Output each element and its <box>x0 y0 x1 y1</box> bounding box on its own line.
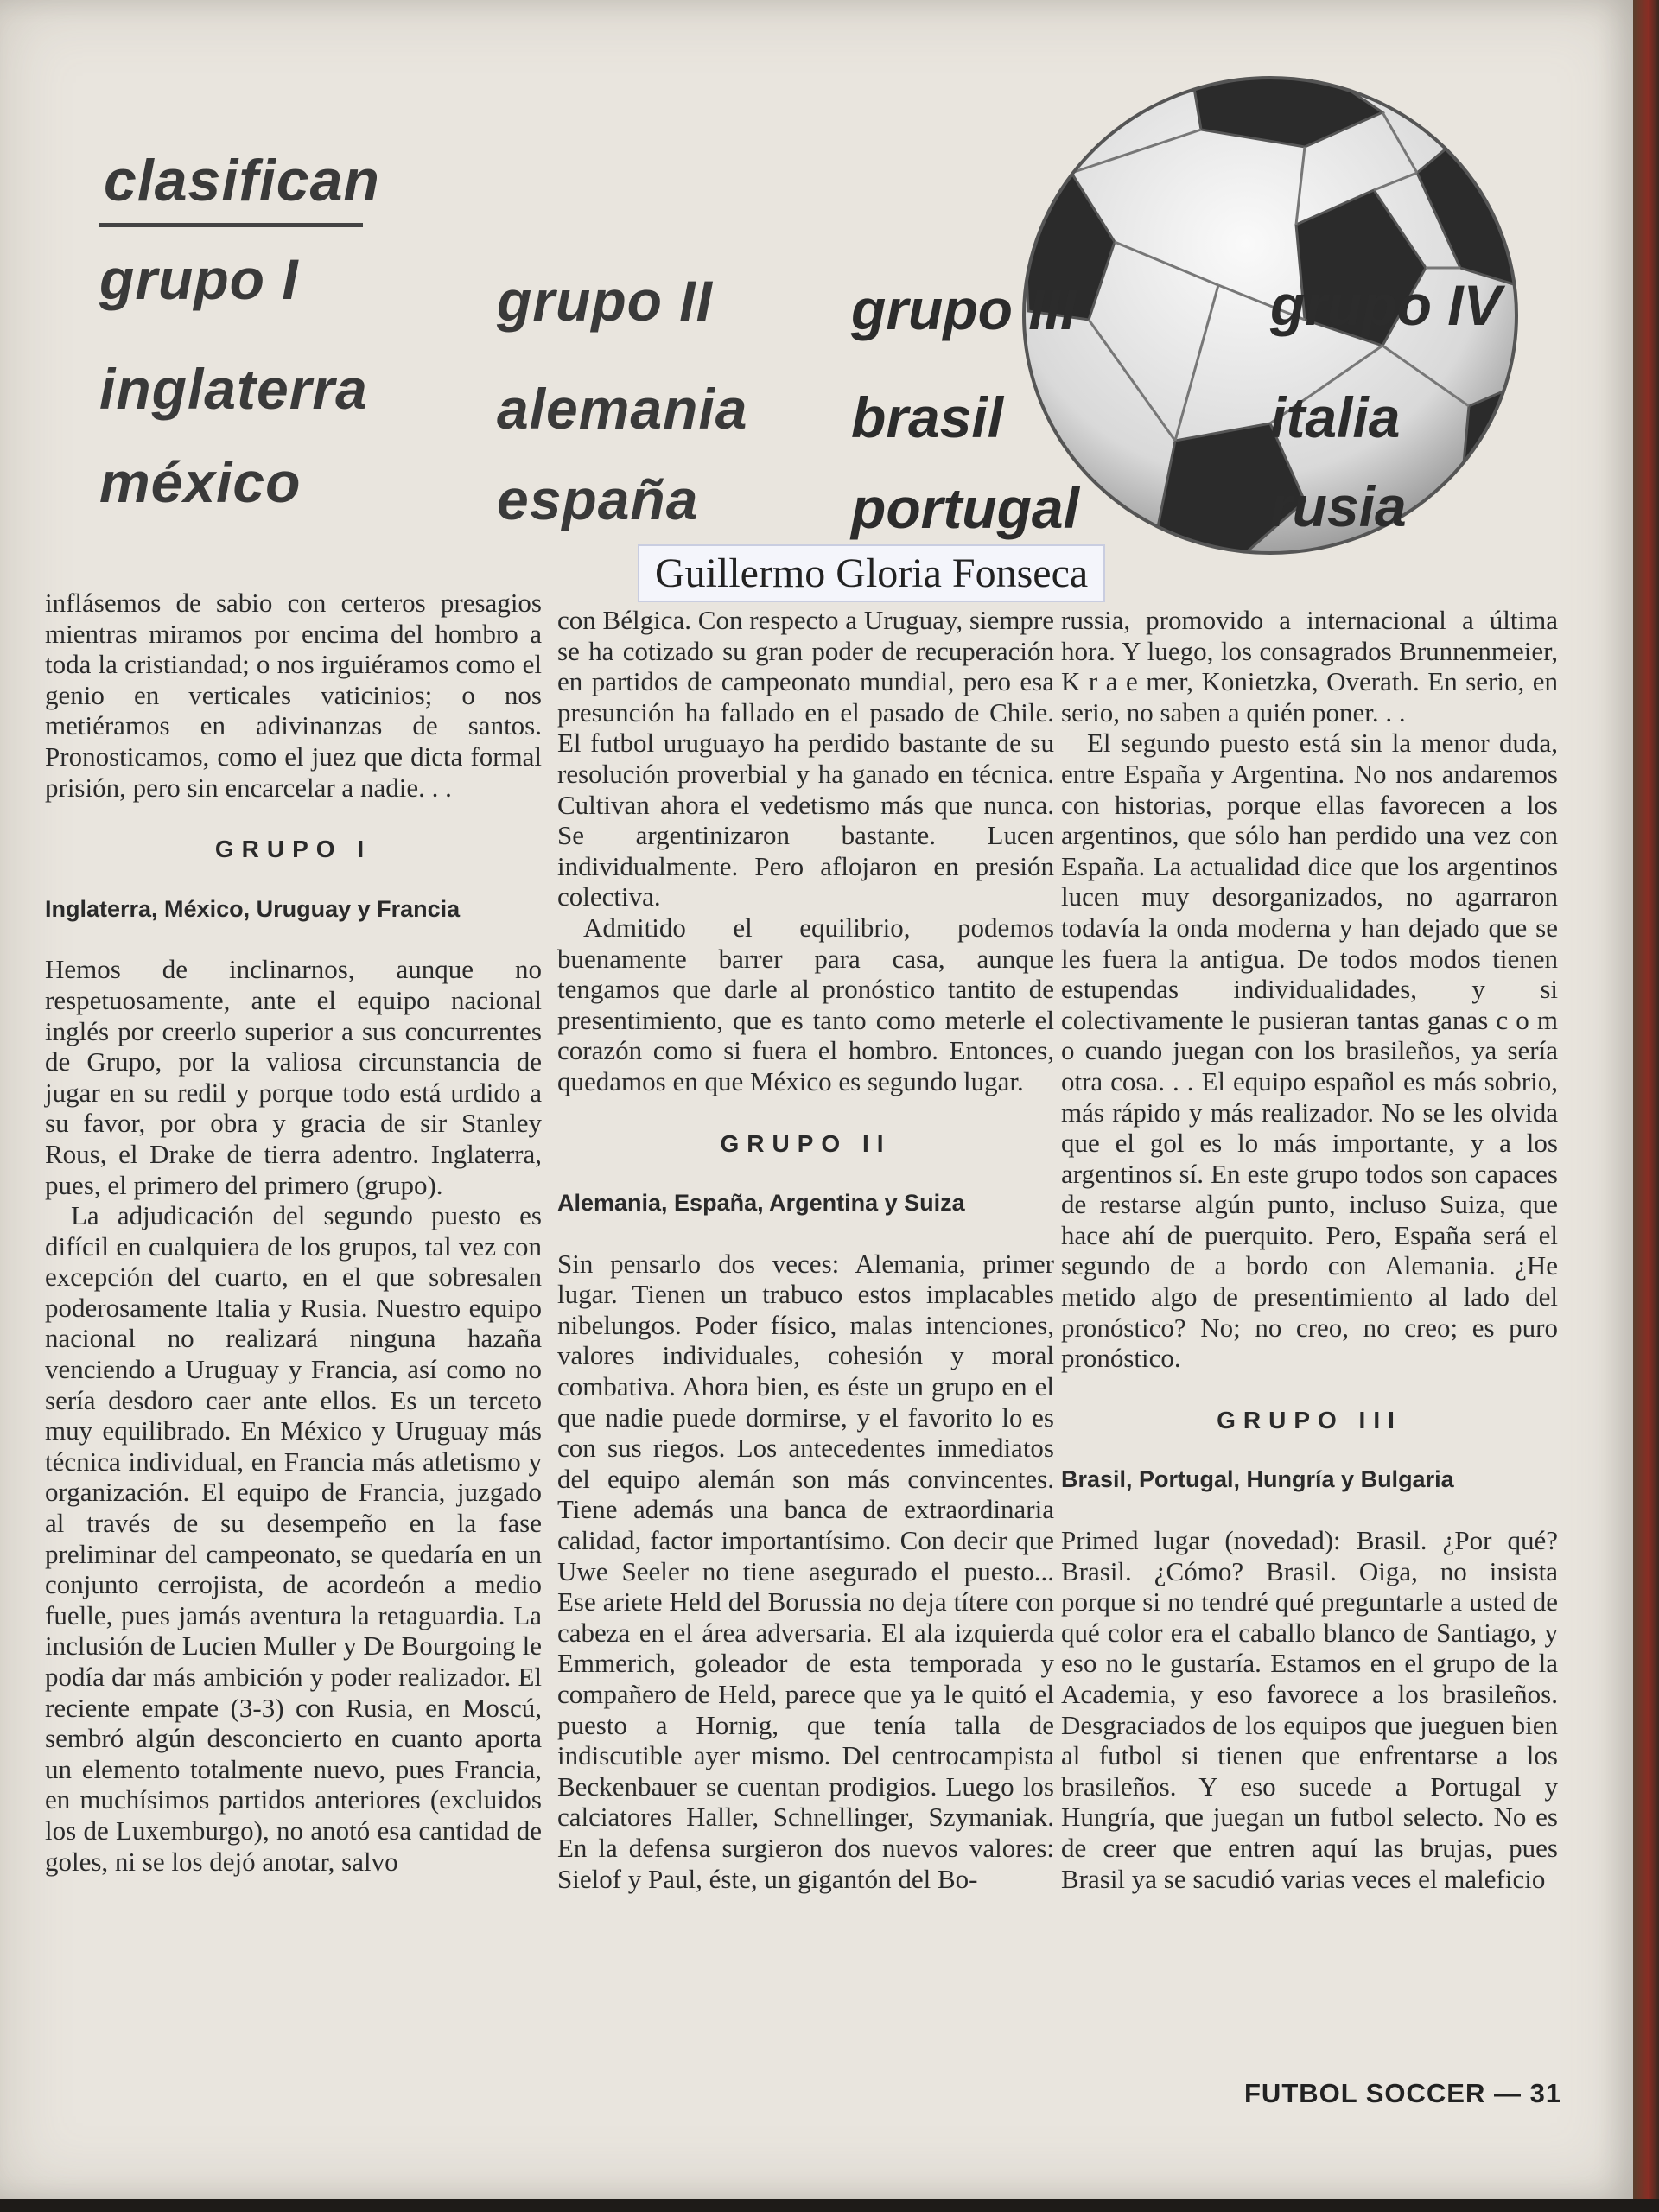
headline-underline <box>99 223 363 227</box>
col2-paragraph-1: con Bélgica. Con respecto a Uruguay, siempre se ha cotizado su gran poder de recuperación en partidos de campeonato mundial, pero esa presunción ha fallado en el pasado de Chile. El futbol uruguayo ha perdido bastante de su resolución proverbial y ha ganado en técnica. Cultivan ahora el vedetismo más que nunca. Se argentinizaron bastante. Lucen individualmente. Pero aflojaron en presión colectiva. <box>557 605 1054 912</box>
group-4-team-1: italia <box>1270 385 1401 449</box>
group-1-team-1: inglaterra <box>99 357 368 421</box>
article-column-2 <box>557 605 1054 1894</box>
group-2-team-1: alemania <box>497 377 748 441</box>
group-1-label: grupo I <box>99 247 299 311</box>
group-4-label: grupo IV <box>1270 273 1502 337</box>
article-column-3 <box>1061 605 1558 1894</box>
col3-paragraph-1: russia, promovido a internacional a última hora. Y luego, los consagrados Brunnenmeier, K r a e mer, Konietzka, Overath. En serio, en serio, no saben a quién poner. . . <box>1061 605 1558 728</box>
col1-paragraph-1: Hemos de inclinarnos, aunque no respetuosamente, ante el equipo nacional inglés por creerlo superior a sus concurrentes de Grupo, por la valiosa circunstancia de jugar en su redil y porque todo está urdido a su favor, por obra y gracia de sir Stanley Rous, el Drake de tierra adentro. Inglaterra, pues, el primero del primero (grupo). <box>45 954 542 1200</box>
group-3-label: grupo III <box>851 277 1077 341</box>
col3-paragraph-3: Primed lugar (novedad): Brasil. ¿Por qué? Brasil. ¿Cómo? Brasil. Oiga, no insista porque si no tendré qué preguntarle a usted de qué color era el caballo blanco de Santiago, y eso no le gustaría. Estamos en el grupo de la Academia, y eso favorece a los brasileños. Desgraciados de los equipos que jueguen bien al futbol si tienen que enfrentarse a los brasileños. Y eso sucede a Portugal y Hungría, que juegan un futbol selecto. No es de creer que entren aquí las brujas, pues Brasil ya se sacudió varias veces el maleficio <box>1061 1525 1558 1894</box>
section-subtitle-grupo-3: Brasil, Portugal, Hungría y Bulgaria <box>1061 1466 1454 1493</box>
section-subtitle-grupo-1: Inglaterra, México, Uruguay y Francia <box>45 895 461 922</box>
group-2-label: grupo II <box>497 269 713 333</box>
page-footer: FUTBOL SOCCER — 31 <box>1244 2078 1562 2108</box>
group-3-team-2: portugal <box>851 476 1079 540</box>
col3-paragraph-2: El segundo puesto está sin la menor duda, entre España y Argentina. No nos andaremos con historias, porque ellas favorecen a los argentinos, que sólo han perdido una vez con España. La actualidad dice que los argentinos lucen muy desorganizados, no agarraron todavía la onda moderna y han dejado que se les fuera la antigua. De todos modos tienen estupendas individualidades, y si colectivamente le pusieran tantas ganas c o m o cuando juegan con los brasileños, ya sería otra cosa. . . El equipo español es más sobrio, más rápido y más realizador. No se les olvida que el gol es lo más importante, y a los argentinos sí. En este grupo todos son capaces de restarse algún punto, incluso Suiza, que hace ahí de puerquito. Pero, España será el segundo de a bordo con Alemania. ¿He metido algo de presentimiento al lado del pronóstico? No; no creo, no creo; es puro pronóstico. <box>1061 728 1558 1374</box>
bottom-edge <box>0 2199 1659 2212</box>
col1-paragraph-2: La adjudicación del segundo puesto es difícil en cualquiera de los grupos, tal vez con excepción del cuarto, en el que sobresalen poderosamente Italia y Rusia. Nuestro equipo nacional no realizará ninguna hazaña venciendo a Uruguay y Francia, así como no sería desdoro caer ante ellos. Es un terceto muy equilibrado. En México y Uruguay más técnica individual, en Francia más atletismo y organización. El equipo de Francia, juzgado al través de su desempeño en la fase preliminar del campeonato, se quedaría en un conjunto cerrojista, de acordeón a medio fuelle, pues jamás aventura la retaguardia. La inclusión de Lucien Muller y De Bourgoing le podía dar más ambición y poder realizador. El reciente empate (3-3) con Rusia, en Moscú, sembró algún desconcierto en cuanto aporta un elemento totalmente nuevo, pues Francia, en muchísimos partidos anteriores (excluidos los de Luxemburgo), no anotó esa cantidad de goles, ni se los dejó anotar, salvo <box>45 1200 542 1877</box>
author-credit-label: Guillermo Gloria Fonseca <box>638 544 1105 602</box>
book-spine-edge <box>1633 0 1659 2212</box>
col1-intro: inflásemos de sabio con certeros presagios mientras miramos por encima del hombro a toda la cristiandad; o nos irguiéramos como el genio en verticales vaticinios; o nos metiéramos en adivinanzas de santos. Pronosticamos, como el juez que dicta formal prisión, pero sin encarcelar a nadie. . . <box>45 588 542 803</box>
group-1-team-2: méxico <box>99 450 302 514</box>
group-3-team-1: brasil <box>851 385 1004 449</box>
article-column-1 <box>45 588 542 1877</box>
headline-clasifican: clasifican <box>104 148 380 213</box>
group-2-team-2: españa <box>497 467 699 531</box>
group-4-team-2: rusia <box>1270 474 1407 538</box>
col2-paragraph-3: Sin pensarlo dos veces: Alemania, primer lugar. Tienen un trabuco estos implacables nibelungos. Poder físico, malas intenciones, valores individuales, cohesión y moral combativa. Ahora bien, es éste un grupo en el que nadie puede dormirse, y el favorito lo es con sus riegos. Los antecedentes inmediatos del equipo alemán son más convincentes. Tiene además una banca de extraordinaria calidad, factor importantísimo. Con decir que Uwe Seeler no tiene asegurado el puesto... Ese ariete Held del Borussia no deja títere con cabeza en el área adversaria. El ala izquierda Emmerich, goleador de esta temporada y compañero de Held, parece que ya le quitó el puesto a Hornig, que tenía talla de indiscutible ayer mismo. Del centrocampista Beckenbauer se cuentan prodigios. Luego los calciatores Haller, Schnellinger, Szymaniak. En la defensa surgieron dos nuevos valores: Sielof y Paul, éste, un gigantón del Bo- <box>557 1248 1054 1894</box>
section-title-grupo-2: GRUPO II <box>720 1129 892 1157</box>
col2-paragraph-2: Admitido el equilibrio, podemos buenamente barrer para casa, aunque tengamos que darle al pronóstico tantito de presentimiento, que es tanto como meterle el corazón como si fuera el hombro. Entonces, quedamos en que México es segundo lugar. <box>557 912 1054 1096</box>
section-title-grupo-1: GRUPO I <box>214 836 372 863</box>
section-subtitle-grupo-2: Alemania, España, Argentina y Suiza <box>557 1190 965 1217</box>
section-title-grupo-3: GRUPO III <box>1217 1406 1402 1433</box>
